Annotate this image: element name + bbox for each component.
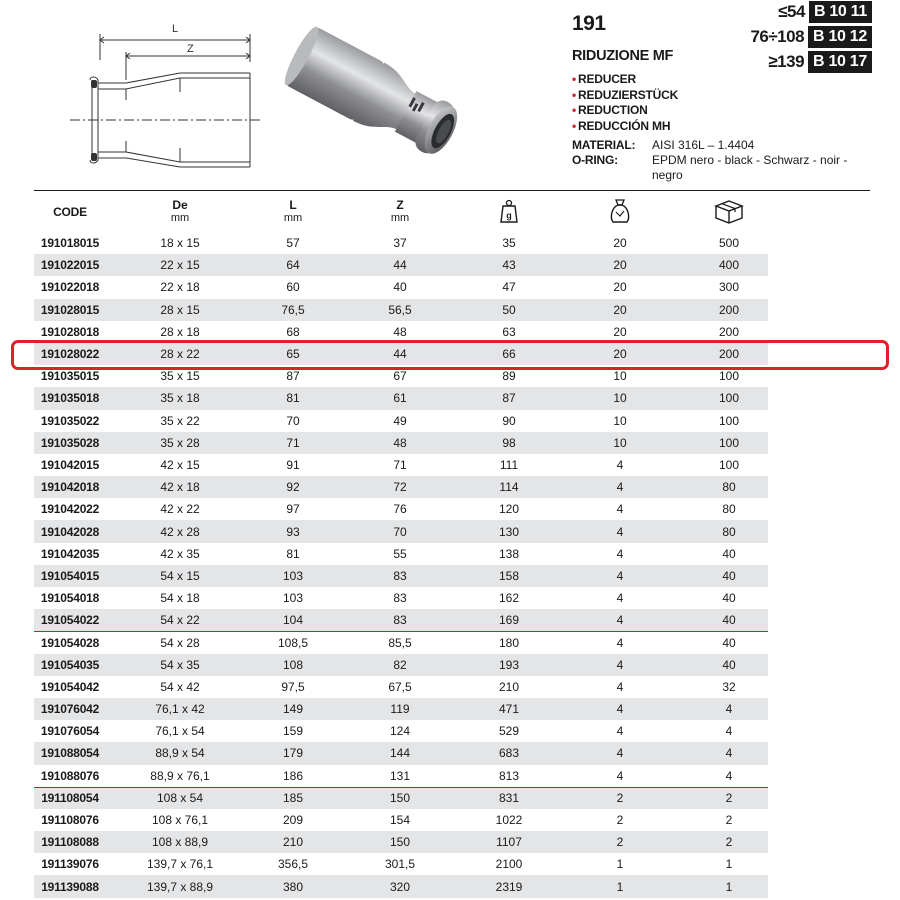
cell-weight: 120 <box>498 502 520 517</box>
cell-de: 108 x 54 <box>156 791 204 806</box>
cell-l: 76,5 <box>281 302 305 317</box>
table-row <box>34 232 768 254</box>
cell-weight: 180 <box>498 635 520 650</box>
header-code: CODE <box>53 204 87 219</box>
size-range: 76÷108 <box>750 27 805 46</box>
cell-box-qty: 300 <box>718 280 740 295</box>
cell-box-qty: 4 <box>725 724 733 739</box>
cell-l: 185 <box>282 791 304 806</box>
size-code-badge: B 10 11 <box>809 1 872 23</box>
table-row <box>34 387 768 409</box>
cell-de: 35 x 18 <box>160 391 200 406</box>
cell-bag-qty: 4 <box>616 702 624 717</box>
cell-z: 301,5 <box>384 857 416 872</box>
cell-code: 191054042 <box>40 679 100 694</box>
cell-bag-qty: 20 <box>613 280 627 295</box>
table-row <box>34 543 768 565</box>
cell-z: 72 <box>393 480 407 495</box>
header-box <box>690 198 768 227</box>
cell-z: 56,5 <box>388 302 412 317</box>
bullet-icon: • <box>572 118 577 133</box>
cell-de: 42 x 28 <box>160 524 200 539</box>
cell-l: 70 <box>286 413 300 428</box>
cell-z: 320 <box>389 879 411 894</box>
cell-box-qty: 1 <box>725 879 733 894</box>
highlighted-row-outline <box>11 340 889 370</box>
cell-weight: 529 <box>498 724 520 739</box>
size-code-row <box>750 25 872 49</box>
cell-bag-qty: 4 <box>616 480 624 495</box>
header-de: De mm <box>170 198 190 224</box>
product-name: RIDUZIONE MF <box>572 48 674 64</box>
cell-code: 191022018 <box>40 280 100 295</box>
weight-g-icon <box>500 199 518 223</box>
cell-code: 191054028 <box>40 635 100 650</box>
bag-icon <box>609 198 631 224</box>
cell-l: 159 <box>282 724 304 739</box>
diagram-label-z: Z <box>187 43 194 55</box>
cell-z: 76 <box>393 502 407 517</box>
cell-weight: 138 <box>498 546 520 561</box>
table-row <box>34 654 768 676</box>
cell-z: 150 <box>389 791 411 806</box>
cell-de: 139,7 x 88,9 <box>146 879 214 894</box>
table-row <box>34 609 768 631</box>
cell-de: 22 x 15 <box>160 258 200 273</box>
diagram-label-l: L <box>172 23 179 35</box>
translation-item: • REDUCTION <box>572 103 648 117</box>
cell-l: 108 <box>282 657 304 672</box>
cell-weight: 87 <box>502 391 516 406</box>
product-photo <box>280 20 480 180</box>
size-code-badge: B 10 17 <box>808 51 872 73</box>
translation-item: • REDUCER <box>572 72 636 86</box>
cell-bag-qty: 4 <box>616 591 624 606</box>
cell-z: 144 <box>389 746 411 761</box>
cell-z: 48 <box>393 435 407 450</box>
cell-code: 191035022 <box>40 413 100 428</box>
header-l: L mm <box>283 198 303 224</box>
cell-weight: 43 <box>502 258 516 273</box>
cell-l: 93 <box>286 524 300 539</box>
size-code-list <box>750 0 872 75</box>
cell-z: 82 <box>393 657 407 672</box>
cell-box-qty: 2 <box>725 791 733 806</box>
cell-bag-qty: 4 <box>616 613 624 628</box>
svg-text:g: g <box>506 210 512 220</box>
cell-bag-qty: 4 <box>616 746 624 761</box>
cell-box-qty: 100 <box>718 457 740 472</box>
cell-l: 97 <box>286 502 300 517</box>
cell-z: 37 <box>393 236 407 251</box>
cell-box-qty: 4 <box>725 746 733 761</box>
cell-de: 108 x 76,1 <box>151 812 209 827</box>
cell-de: 35 x 22 <box>160 413 200 428</box>
cell-de: 28 x 15 <box>160 302 200 317</box>
cell-code: 191054018 <box>40 591 100 606</box>
cell-bag-qty: 4 <box>616 457 624 472</box>
cell-code: 191042018 <box>40 480 100 495</box>
cell-z: 40 <box>393 280 407 295</box>
cell-box-qty: 2 <box>725 812 733 827</box>
cell-bag-qty: 4 <box>616 546 624 561</box>
cell-l: 380 <box>282 879 304 894</box>
product-translations <box>572 72 678 134</box>
oring-label: O-RING: <box>572 153 618 167</box>
cell-z: 61 <box>393 391 407 406</box>
cell-weight: 2100 <box>495 857 523 872</box>
cell-box-qty: 80 <box>722 524 736 539</box>
cell-z: 124 <box>389 724 411 739</box>
cell-weight: 1107 <box>496 835 522 850</box>
table-row <box>34 299 768 321</box>
cell-l: 65 <box>286 347 300 362</box>
cell-box-qty: 40 <box>722 546 736 561</box>
table-row <box>34 587 768 609</box>
table-body <box>34 232 768 898</box>
cell-z: 55 <box>393 546 407 561</box>
cell-z: 150 <box>389 835 411 850</box>
cell-z: 67 <box>393 369 407 384</box>
table-row <box>34 410 768 432</box>
cell-code: 191028015 <box>40 302 100 317</box>
cell-code: 191108076 <box>41 812 99 827</box>
cell-bag-qty: 4 <box>616 568 624 583</box>
cell-box-qty: 4 <box>725 768 733 783</box>
cell-de: 54 x 42 <box>160 679 200 694</box>
cell-code: 191042035 <box>40 546 100 561</box>
cell-weight: 169 <box>498 613 520 628</box>
cell-l: 68 <box>286 324 300 339</box>
cell-de: 42 x 18 <box>160 480 200 495</box>
header-divider <box>34 190 870 191</box>
cell-bag-qty: 2 <box>616 812 624 827</box>
table-header <box>34 192 768 232</box>
bullet-icon: • <box>572 72 577 86</box>
cell-code: 191076042 <box>40 702 100 717</box>
cell-weight: 193 <box>498 657 520 672</box>
cell-weight: 162 <box>498 591 520 606</box>
table-row <box>34 565 768 587</box>
table-row <box>34 765 768 787</box>
cell-z: 48 <box>393 324 407 339</box>
table-row <box>34 698 768 720</box>
cell-de: 76,1 x 54 <box>155 724 205 739</box>
cell-weight: 2319 <box>495 879 523 894</box>
cell-box-qty: 1 <box>725 857 733 872</box>
technical-drawing <box>60 10 270 180</box>
bullet-icon: • <box>572 87 577 102</box>
cell-l: 57 <box>286 236 300 251</box>
cell-z: 49 <box>393 413 407 428</box>
cell-bag-qty: 4 <box>616 657 624 672</box>
cell-de: 54 x 22 <box>160 613 200 628</box>
table-row <box>34 498 768 520</box>
cell-l: 209 <box>282 812 304 827</box>
cell-z: 83 <box>393 613 407 628</box>
cell-bag-qty: 10 <box>613 413 627 428</box>
cell-weight: 130 <box>498 524 520 539</box>
table-row <box>34 476 768 498</box>
cell-l: 108,5 <box>277 635 309 650</box>
cell-l: 210 <box>282 835 304 850</box>
cell-bag-qty: 20 <box>613 302 627 317</box>
cell-code: 191054022 <box>40 613 100 628</box>
cell-bag-qty: 4 <box>616 635 624 650</box>
cell-weight: 158 <box>498 568 520 583</box>
cell-de: 54 x 35 <box>160 657 200 672</box>
cell-weight: 471 <box>498 702 520 717</box>
cell-z: 44 <box>393 347 407 362</box>
cell-de: 28 x 18 <box>160 324 200 339</box>
cell-weight: 90 <box>502 413 516 428</box>
cell-weight: 47 <box>502 280 516 295</box>
cell-bag-qty: 10 <box>613 369 627 384</box>
cell-de: 18 x 15 <box>160 236 200 251</box>
cell-weight: 831 <box>498 791 520 806</box>
cell-bag-qty: 4 <box>616 768 624 783</box>
table-row <box>34 853 768 875</box>
table-row <box>34 631 768 653</box>
cell-box-qty: 4 <box>725 702 733 717</box>
cell-bag-qty: 4 <box>616 502 624 517</box>
cell-de: 108 x 88,9 <box>151 835 209 850</box>
size-code-badge: B 10 12 <box>808 26 872 48</box>
cell-bag-qty: 2 <box>616 791 624 806</box>
cell-l: 81 <box>286 391 300 406</box>
cell-code: 191139088 <box>41 879 99 894</box>
cell-code: 191054015 <box>40 568 100 583</box>
cell-de: 76,1 x 42 <box>155 702 205 717</box>
cell-bag-qty: 20 <box>613 324 627 339</box>
cell-l: 91 <box>286 457 300 472</box>
cell-code: 191035028 <box>40 435 100 450</box>
cell-box-qty: 80 <box>722 502 736 517</box>
translation-item: • REDUCCIÓN MH <box>572 118 671 133</box>
cell-code: 191076054 <box>40 724 100 739</box>
cell-bag-qty: 4 <box>616 724 624 739</box>
cell-l: 356,5 <box>277 857 309 872</box>
cell-l: 103 <box>282 568 304 583</box>
cell-de: 28 x 22 <box>160 347 200 362</box>
table-row <box>34 831 768 853</box>
size-range: ≥139 <box>768 52 805 71</box>
cell-weight: 114 <box>499 480 519 495</box>
cell-de: 54 x 15 <box>160 568 200 583</box>
cell-de: 42 x 15 <box>160 457 200 472</box>
cell-de: 42 x 22 <box>160 502 200 517</box>
cell-de: 54 x 28 <box>160 635 200 650</box>
cell-code: 191088076 <box>40 768 100 783</box>
cell-code: 191108088 <box>41 835 99 850</box>
cell-code: 191054035 <box>40 657 100 672</box>
cell-l: 71 <box>286 435 300 450</box>
cell-weight: 1022 <box>495 812 523 827</box>
cell-z: 67,5 <box>388 679 412 694</box>
cell-bag-qty: 4 <box>616 524 624 539</box>
cell-box-qty: 200 <box>718 302 740 317</box>
cell-box-qty: 500 <box>718 236 740 251</box>
bullet-icon: • <box>572 103 577 117</box>
product-code: 191 <box>572 12 606 35</box>
cell-box-qty: 40 <box>722 613 736 628</box>
cell-z: 83 <box>393 591 407 606</box>
cell-box-qty: 80 <box>722 480 736 495</box>
table-row <box>34 254 768 276</box>
cell-weight: 210 <box>498 679 520 694</box>
cell-l: 97,5 <box>281 679 305 694</box>
cell-weight: 683 <box>498 746 520 761</box>
cell-de: 139,7 x 76,1 <box>146 857 214 872</box>
cell-box-qty: 100 <box>718 435 740 450</box>
cell-bag-qty: 1 <box>616 879 624 894</box>
table-row <box>34 875 768 897</box>
cell-z: 85,5 <box>388 635 412 650</box>
material-label: MATERIAL: <box>572 138 636 152</box>
cell-code: 191042022 <box>40 502 100 517</box>
translation-item: • REDUZIERSTÜCK <box>572 87 679 102</box>
cell-z: 119 <box>390 702 410 717</box>
size-code-row <box>750 50 872 74</box>
cell-weight: 50 <box>502 302 516 317</box>
cell-box-qty: 40 <box>722 591 736 606</box>
table-row <box>34 809 768 831</box>
cell-l: 104 <box>282 613 304 628</box>
cell-bag-qty: 10 <box>613 391 627 406</box>
cell-weight: 813 <box>498 768 520 783</box>
cell-code: 191035018 <box>40 391 100 406</box>
cell-de: 22 x 18 <box>160 280 200 295</box>
header-z: Z mm <box>390 198 410 224</box>
cell-z: 71 <box>393 457 407 472</box>
table-row <box>34 787 768 809</box>
cell-de: 88,9 x 54 <box>155 746 205 761</box>
cell-bag-qty: 2 <box>616 835 624 850</box>
cell-box-qty: 100 <box>718 391 740 406</box>
cell-code: 191042015 <box>40 457 100 472</box>
cell-de: 42 x 35 <box>160 546 200 561</box>
oring-value: EPDM nero - black - Schwarz - noir - negro <box>652 153 848 182</box>
cell-box-qty: 100 <box>718 413 740 428</box>
cell-code: 191018015 <box>40 236 100 251</box>
cell-l: 87 <box>286 369 300 384</box>
header-weight <box>468 199 550 226</box>
cell-box-qty: 40 <box>722 657 736 672</box>
cell-bag-qty: 20 <box>613 347 627 362</box>
cell-l: 179 <box>282 746 304 761</box>
cell-code: 191028018 <box>40 324 100 339</box>
cell-l: 64 <box>286 258 300 273</box>
cell-weight: 35 <box>502 236 516 251</box>
cell-weight: 111 <box>499 457 519 472</box>
cell-box-qty: 200 <box>718 324 740 339</box>
size-code-row <box>750 0 872 24</box>
cell-z: 131 <box>389 768 411 783</box>
product-header <box>0 0 900 190</box>
cell-box-qty: 200 <box>718 347 740 362</box>
table-row <box>34 742 768 764</box>
cell-z: 44 <box>393 258 407 273</box>
material-value: AISI 316L – 1.4404 <box>652 138 755 152</box>
header-bag <box>550 198 690 227</box>
cell-code: 191042028 <box>40 524 100 539</box>
table-row <box>34 520 768 542</box>
cell-de: 54 x 18 <box>160 591 200 606</box>
cell-l: 103 <box>282 591 304 606</box>
cell-l: 81 <box>286 546 300 561</box>
cell-l: 60 <box>286 280 300 295</box>
cell-box-qty: 400 <box>718 258 740 273</box>
cell-code: 191028022 <box>40 347 100 362</box>
cell-code: 191035015 <box>40 369 100 384</box>
table-row <box>34 454 768 476</box>
cell-code: 191088054 <box>40 746 100 761</box>
cell-de: 35 x 15 <box>160 369 200 384</box>
table-row <box>34 432 768 454</box>
cell-de: 35 x 28 <box>160 435 200 450</box>
size-range: ≤54 <box>778 2 805 21</box>
cell-l: 149 <box>282 702 304 717</box>
cell-bag-qty: 20 <box>613 236 627 251</box>
cell-bag-qty: 4 <box>616 679 624 694</box>
cell-z: 70 <box>393 524 407 539</box>
cell-weight: 63 <box>502 324 516 339</box>
cell-box-qty: 100 <box>718 369 740 384</box>
cell-weight: 89 <box>502 369 516 384</box>
table-row <box>34 676 768 698</box>
cell-weight: 66 <box>502 347 516 362</box>
cell-z: 154 <box>389 812 411 827</box>
cell-l: 92 <box>286 480 300 495</box>
table-row <box>34 276 768 298</box>
cell-bag-qty: 10 <box>613 435 627 450</box>
cell-box-qty: 40 <box>722 568 736 583</box>
cell-code: 191139076 <box>41 857 99 872</box>
cell-bag-qty: 20 <box>613 258 627 273</box>
dimensions-table <box>34 192 768 898</box>
box-icon <box>713 198 745 224</box>
cell-box-qty: 2 <box>725 835 733 850</box>
cell-z: 83 <box>393 568 407 583</box>
cell-code: 191022015 <box>40 258 100 273</box>
cell-weight: 98 <box>502 435 516 450</box>
cell-de: 88,9 x 76,1 <box>150 768 210 783</box>
cell-l: 186 <box>282 768 304 783</box>
cell-box-qty: 40 <box>722 635 736 650</box>
cell-box-qty: 32 <box>722 679 736 694</box>
table-row <box>34 720 768 742</box>
cell-code: 191108054 <box>41 791 99 806</box>
cell-bag-qty: 1 <box>616 857 624 872</box>
